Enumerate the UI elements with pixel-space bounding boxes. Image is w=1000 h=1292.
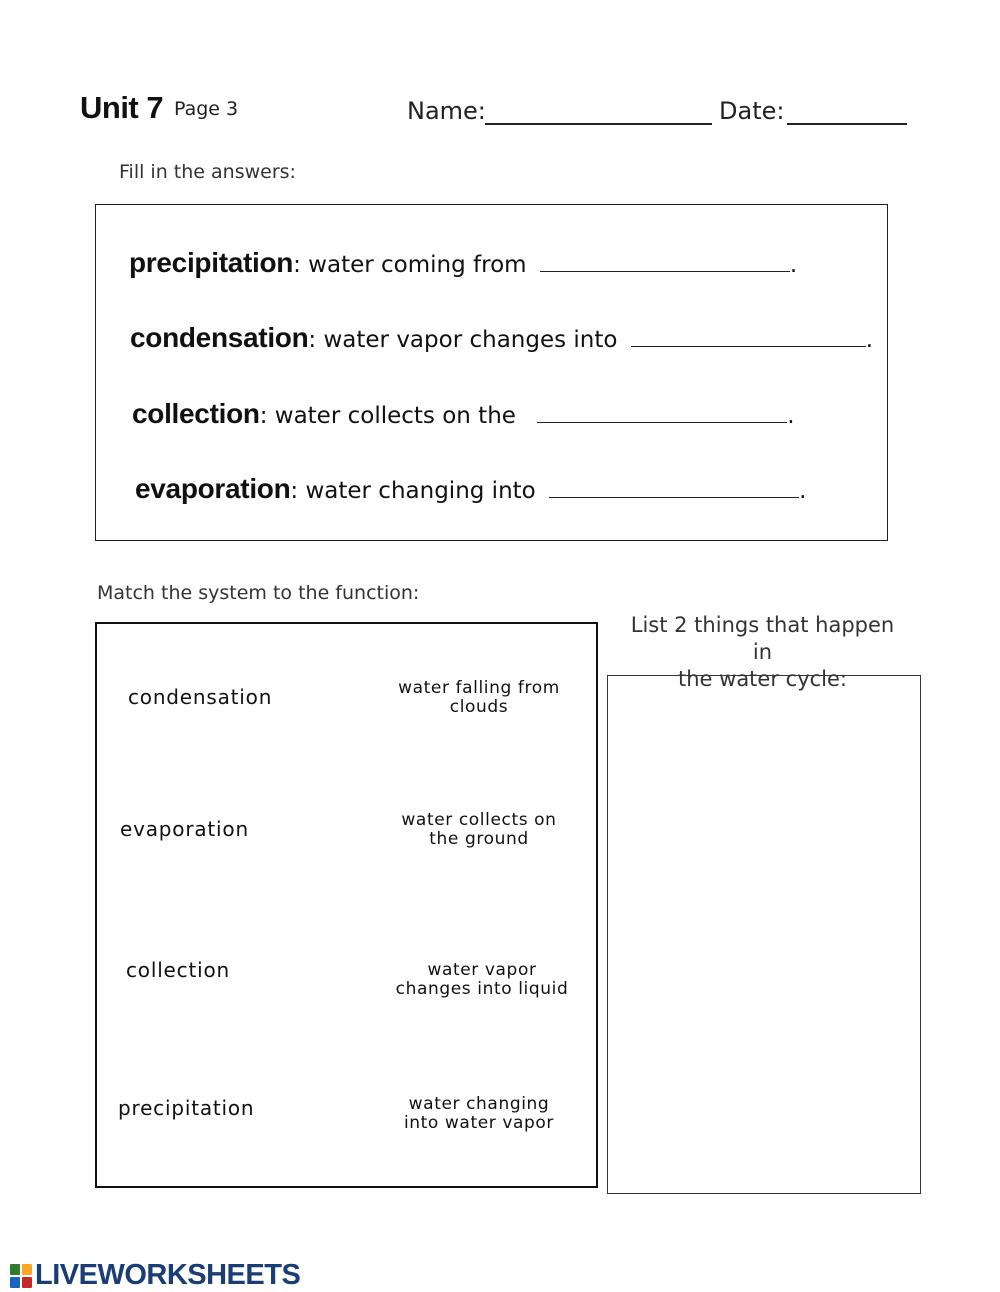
definition-text: : water coming from bbox=[293, 252, 527, 278]
definition-end: . bbox=[865, 327, 874, 353]
match-function-item[interactable] bbox=[379, 811, 579, 849]
definition-row-evaporation bbox=[135, 473, 806, 505]
definition-text: : water vapor changes into bbox=[308, 327, 618, 353]
answer-blank[interactable] bbox=[549, 479, 799, 498]
date-label: Date: bbox=[719, 97, 785, 125]
function-line: water changing bbox=[408, 1094, 550, 1114]
page-label: Page 3 bbox=[174, 98, 239, 120]
logo-text: LIVEWORKSHEETS bbox=[35, 1259, 301, 1291]
fill-instruction: Fill in the answers: bbox=[119, 161, 296, 183]
answer-blank[interactable] bbox=[631, 328, 866, 347]
match-term-collection[interactable]: collection bbox=[126, 958, 230, 982]
definition-row-condensation bbox=[130, 322, 873, 354]
definition-term: collection bbox=[132, 398, 260, 429]
function-line: water vapor bbox=[427, 960, 537, 980]
definition-row-collection bbox=[132, 398, 795, 430]
definition-text: : water changing into bbox=[290, 478, 536, 504]
match-instruction: Match the system to the function: bbox=[97, 582, 420, 604]
match-term-condensation[interactable]: condensation bbox=[128, 685, 273, 709]
list-title-line: List 2 things that happen in bbox=[630, 613, 895, 664]
matching-box bbox=[95, 622, 598, 1188]
definition-term: evaporation bbox=[135, 473, 291, 504]
name-field[interactable] bbox=[485, 123, 712, 125]
logo-square bbox=[10, 1277, 20, 1288]
unit-title: Unit 7 bbox=[80, 90, 164, 125]
function-line: changes into liquid bbox=[395, 979, 569, 999]
definition-term: condensation bbox=[130, 322, 309, 353]
logo-square bbox=[22, 1277, 32, 1288]
name-label: Name: bbox=[407, 97, 486, 125]
match-term-evaporation[interactable]: evaporation bbox=[120, 817, 249, 841]
date-field[interactable] bbox=[787, 123, 907, 125]
answer-blank[interactable] bbox=[537, 404, 787, 423]
match-term-precipitation[interactable]: precipitation bbox=[118, 1096, 255, 1120]
match-function-item[interactable] bbox=[382, 961, 582, 999]
function-line: the ground bbox=[429, 829, 529, 849]
definition-row-precipitation bbox=[129, 247, 797, 279]
definition-text: : water collects on the bbox=[259, 403, 516, 429]
match-function-item[interactable] bbox=[379, 679, 579, 717]
definition-term: precipitation bbox=[129, 247, 294, 278]
logo-icon bbox=[10, 1264, 32, 1288]
function-line: clouds bbox=[449, 697, 509, 717]
definition-end: . bbox=[789, 252, 798, 278]
list-answer-box[interactable] bbox=[607, 675, 921, 1194]
definitions-box bbox=[95, 204, 888, 541]
definition-end: . bbox=[787, 403, 795, 429]
function-line: water collects on bbox=[401, 810, 557, 830]
match-function-item[interactable] bbox=[379, 1095, 579, 1133]
function-line: into water vapor bbox=[403, 1113, 555, 1133]
list-title-line: the water cycle: bbox=[678, 667, 847, 691]
definition-end: . bbox=[799, 478, 807, 504]
liveworksheets-logo[interactable] bbox=[10, 1259, 300, 1292]
answer-blank[interactable] bbox=[540, 253, 790, 272]
logo-square bbox=[10, 1264, 20, 1275]
function-line: water falling from bbox=[398, 678, 560, 698]
logo-square bbox=[22, 1264, 32, 1275]
